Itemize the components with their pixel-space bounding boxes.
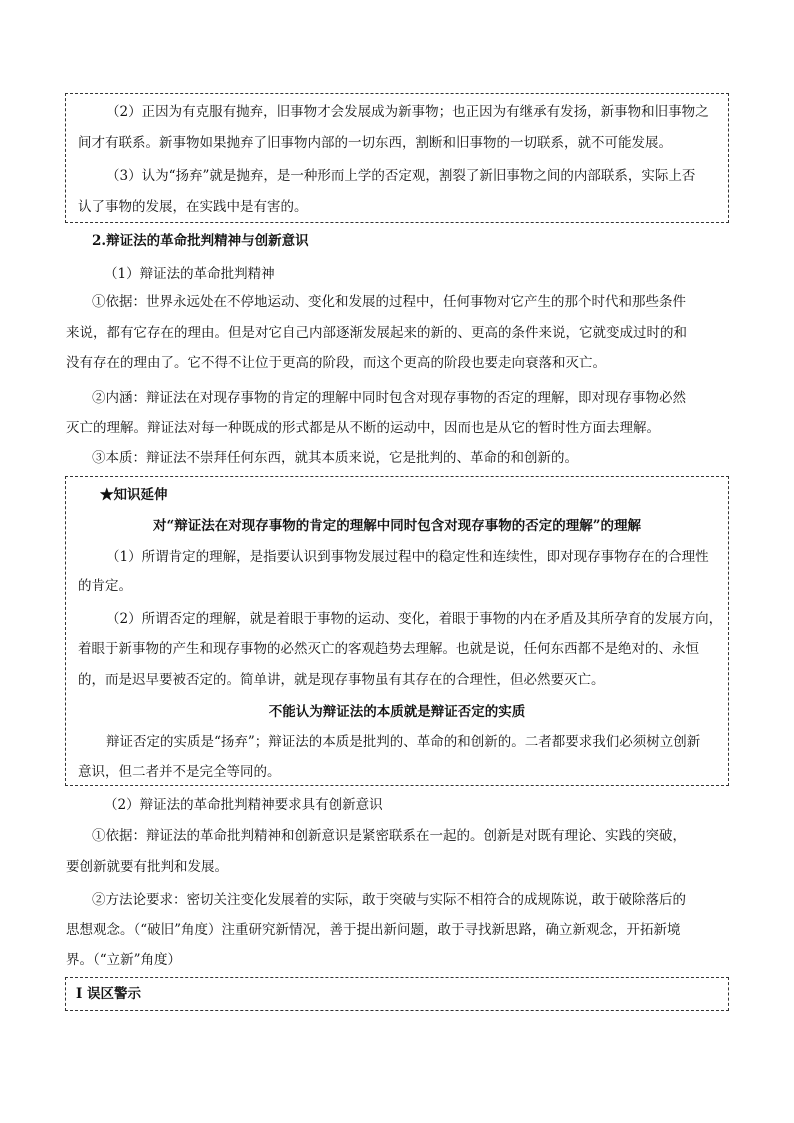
paragraph-line: （2）所谓否定的理解，就是着眼于事物的运动、变化，着眼于事物的内在矛盾及其所孕育的发展方向， [106,611,723,627]
paragraph-line: ②内涵：辩证法在对现存事物的肯定的理解中同时包含对现存事物的否定的理解，即对现存事物必然 [92,390,686,406]
paragraph-line: 界。（“立新”角度） [66,952,182,968]
paragraph-line: 间才有联系。新事物如果抛弃了旧事物内部的一切东西，割断和旧事物的一切联系，就不可能发展。 [78,135,672,151]
paragraph-line: 的，而是迟早要被否定的。简单讲，就是现存事物虽有其存在的合理性，但必然要灭亡。 [78,672,605,688]
paragraph-line: ③本质：辩证法不崇拜任何东西，就其本质来说，它是批判的、革命的和创新的。 [92,450,578,466]
paragraph-line: ①依据：辩证法的革命批判精神和创新意识是紧密联系在一起的。创新是对既有理论、实践的突破， [92,828,686,844]
paragraph-line: （1）所谓肯定的理解，是指要认识到事物发展过程中的稳定性和连续性，即对现存事物存在的合理性 [106,549,709,565]
paragraph-line: 来说，都有它存在的理由。但是对它自己内部逐渐发展起来的新的、更高的条件来说，它就变成过时的和 [66,325,687,341]
paragraph-line: ②方法论要求：密切关注变化发展着的实际，敢于突破与实际不相符合的成规陈说，敢于破除落后的 [92,892,686,908]
paragraph-line: 没有存在的理由了。它不得不让位于更高的阶段，而这个更高的阶段也要走向衰落和灭亡。 [66,355,606,371]
paragraph-line: 认了事物的发展，在实践中是有害的。 [78,199,308,215]
paragraph-line: 着眼于新事物的产生和现存事物的必然灭亡的客观趋势去理解。也就是说，任何东西都不是绝对的、永恒 [78,641,699,657]
paragraph-line: ①依据：世界永远处在不停地运动、变化和发展的过程中，任何事物对它产生的那个时代和那些条件 [92,294,686,310]
section-heading: 2.辩证法的革命批判精神与创新意识 [92,233,309,249]
continuation-box [65,93,729,223]
paragraph-line: 的肯定。 [78,578,132,594]
paragraph-line: 思想观念。（“破旧”角度）注重研究新情况，善于提出新问题，敢于寻找新思路，确立新观念，开拓新境 [66,922,681,938]
subheading: （2）辩证法的革命批判精神要求具有创新意识 [104,797,383,813]
paragraph-line: （2）正因为有克服有抛弃，旧事物才会发展成为新事物；也正因为有继承有发扬，新事物和旧事物之 [106,104,709,120]
paragraph-line: 辩证否定的实质是“扬弃”；辩证法的本质是批判的、革命的和创新的。二者都要求我们必须树立创新 [106,734,701,750]
box-label: ★知识延伸 [100,487,168,503]
paragraph-line: （3）认为“扬弃”就是抛弃，是一种形而上学的否定观，割裂了新旧事物之间的内部联系，实际上否 [106,168,696,184]
box-title: 对“辩证法在对现存事物的肯定的理解中同时包含对现存事物的否定的理解”的理解 [152,518,642,534]
misconception-box [65,977,729,1011]
paragraph-line: 灭亡的理解。辩证法对每一种既成的形式都是从不断的运动中，因而也是从它的暂时性方面去理解。 [66,420,660,436]
subheading: （1）辩证法的革命批判精神 [104,266,275,282]
box-title: 不能认为辩证法的本质就是辩证否定的实质 [268,704,526,720]
box-label: Ⅰ 误区警示 [76,986,142,1002]
paragraph-line: 意识，但二者并不是完全等同的。 [78,764,281,780]
knowledge-extension-box [65,476,729,786]
paragraph-line: 要创新就要有批判和发展。 [66,859,228,875]
